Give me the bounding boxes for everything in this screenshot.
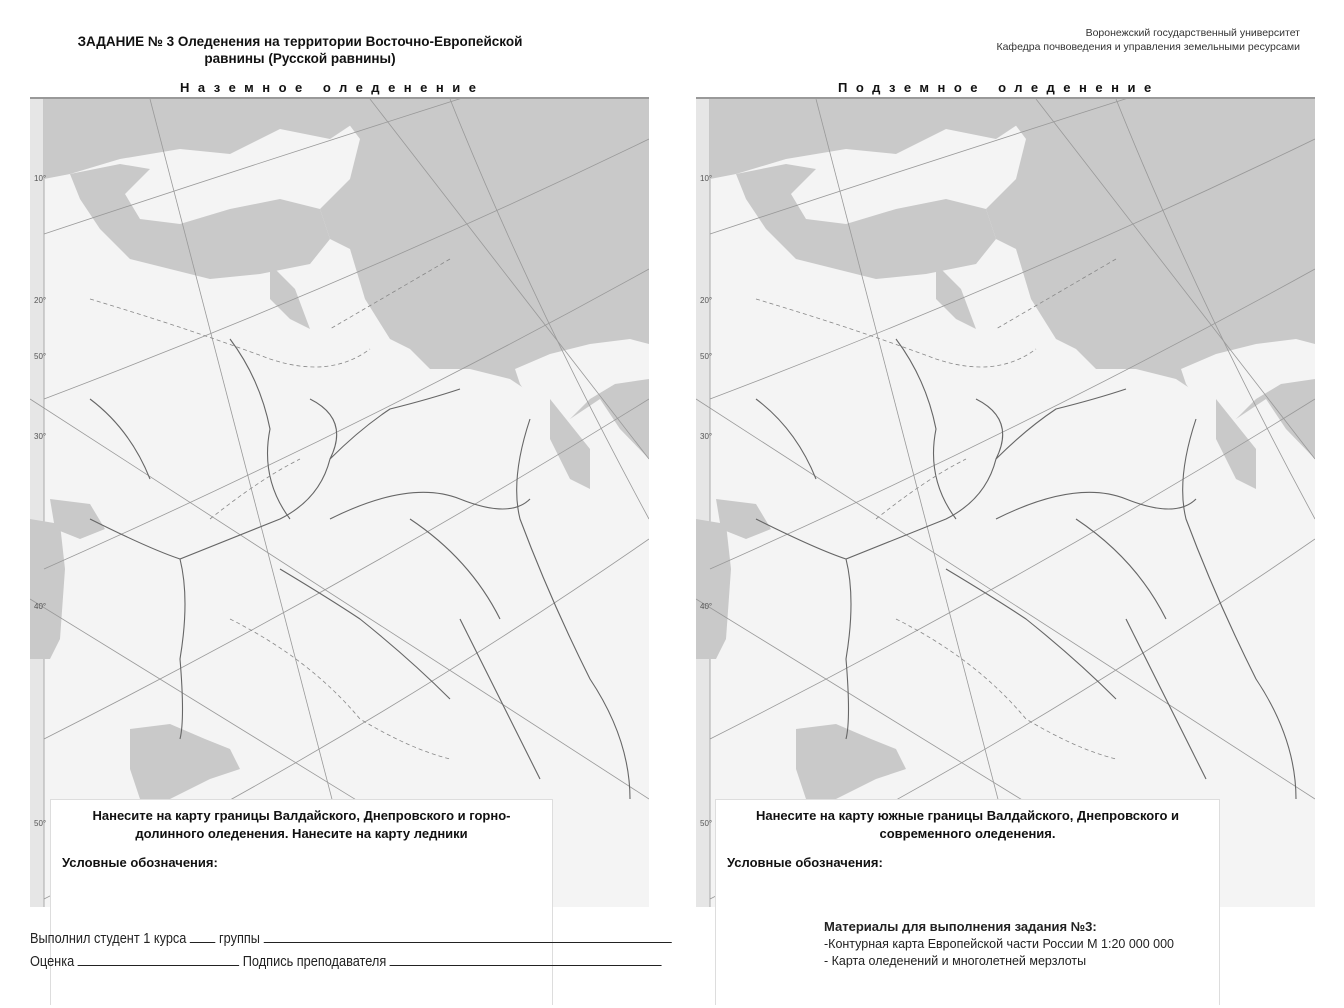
lat-label: 50° [34,819,47,828]
student-line: Выполнил студент 1 курса группы [30,928,671,947]
task-title: ЗАДАНИЕ № 3 Оледенения на территории Восточно-Европейской равнины (Русской равнины) [77,34,523,66]
legend-label: Условные обозначения: [727,855,883,870]
materials-list: Материалы для выполнения задания №3: -Контурная карта Европейской части России М 1:20 000 000 - Карта оледенений и многолетней мерзлоты [824,919,1174,968]
lat-label: 30° [700,432,713,441]
task-box-underground: Нанесите на карту южные границы Валдайского, Днепровского и современного оледенения. Условные обозначения: [715,799,1220,1005]
lat-label: 40° [34,602,47,611]
lat-label: 50° [700,819,713,828]
lat-label: 30° [34,432,47,441]
lat-label: 50° [700,352,713,361]
map-caption-surface: Наземное оледенение [180,80,485,95]
grade-blank[interactable] [78,951,240,966]
map-drawing [696,99,1315,907]
task-box-surface: Нанесите на карту границы Валдайского, Днепровского и горно-долинного оледенения. Нанесите на карту ледники Условные обозначения: [50,799,553,1005]
lat-label: 50° [34,352,47,361]
group-blank[interactable] [263,928,671,943]
map-drawing [30,99,649,907]
contour-map-underground[interactable] [696,97,1315,907]
contour-map-surface[interactable] [30,97,649,907]
lat-label: 20° [700,296,713,305]
lat-label: 20° [34,296,47,305]
grade-line: Оценка Подпись преподавателя [30,951,662,970]
course-blank[interactable] [190,928,216,943]
map-caption-underground: Подземное оледенение [838,80,1160,95]
signature-blank[interactable] [390,951,662,966]
lat-label: 40° [700,602,713,611]
lat-label: 10° [700,174,713,183]
lat-label: 10° [34,174,47,183]
university-header: Воронежский государственный университет Кафедра почвоведения и управления земельными ресурсами [996,27,1300,53]
legend-label: Условные обозначения: [62,855,218,870]
